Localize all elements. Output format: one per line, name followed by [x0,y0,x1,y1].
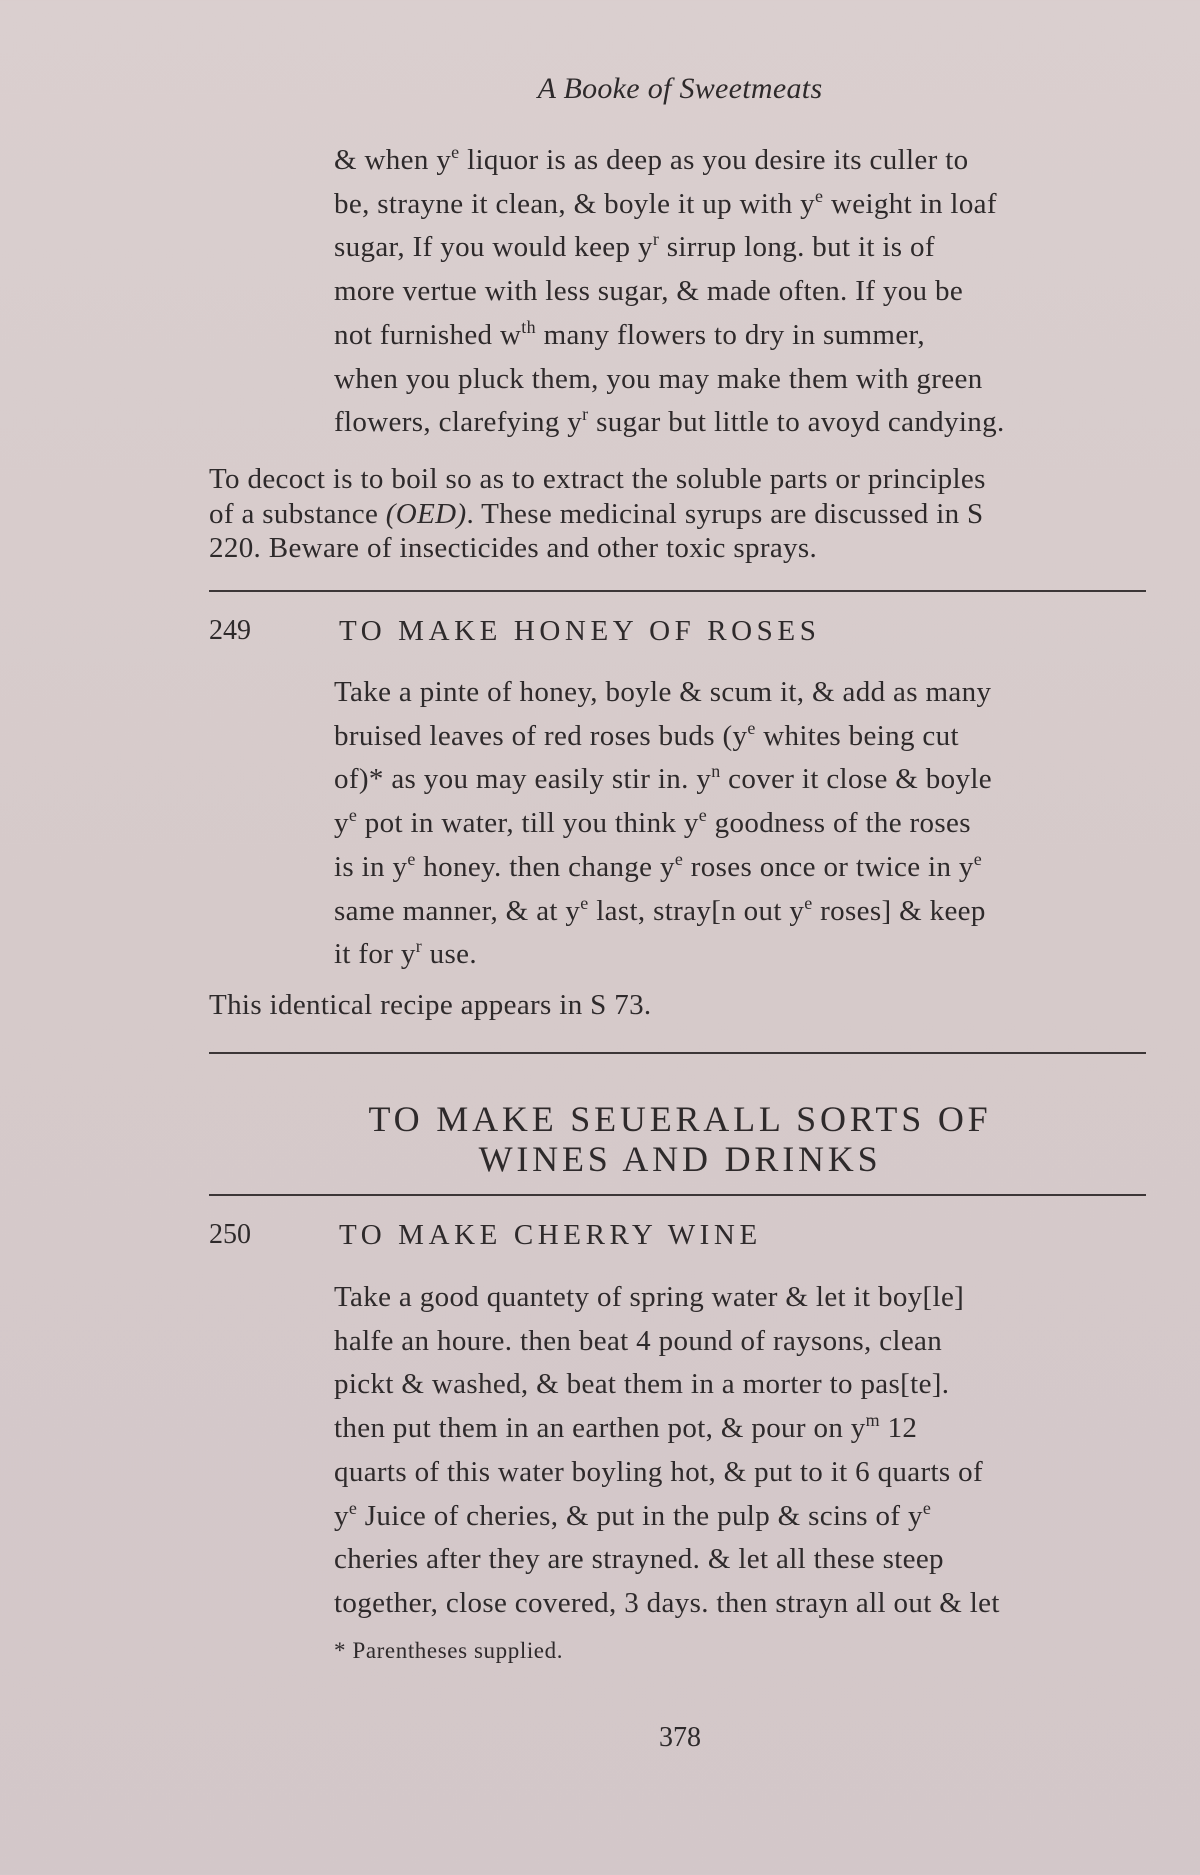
text-line: To decoct is to boil so as to extract the soluble parts or principles [209,463,986,495]
divider-rule [209,590,1146,592]
text-line: of)* as you may easily stir in. $y^n$ cover it close & boyle [334,761,992,796]
text-line: Take a good quantety of spring water & let it boy[le] [334,1281,965,1313]
text-line: WINES AND DRINKS [478,1139,882,1179]
section-title [330,1099,1030,1179]
text-line: it for $y^r$ use. [334,936,477,971]
recipe-number: 249 [209,615,251,646]
divider-rule [209,1052,1146,1054]
recipe-title: TO MAKE HONEY OF ROSES [339,615,821,647]
text-line: pickt & washed, & beat them in a morter to pas[te]. [334,1368,950,1401]
text-line: flowers, clarefying $y^r$ sugar but little to avoyd candying. [334,404,1005,439]
text-line: TO MAKE SEUERALL SORTS OF [368,1099,992,1139]
recipe-continuation [334,139,1154,445]
text-line: 220. Beware of insecticides and other toxic sprays. [209,532,818,564]
text-line: Take a pinte of honey, boyle & scum it, & add as many [334,676,992,708]
text-line: more vertue with less sugar, & made often. If you be [334,275,964,308]
text-line: then put them in an earthen pot, & pour on $y^m$ 12 [334,1410,918,1445]
text-line: sugar, If you would keep $y^r$ sirrup long. but it is of [334,229,935,264]
text-line: be, strayne it clean, & boyle it up with $y^e$ weight in loaf [334,185,997,220]
divider-rule [209,1194,1146,1196]
text-line: not furnished $w^{th}$ many flowers to dry in summer, [334,317,926,351]
text-line: quarts of this water boyling hot, & put to it 6 quarts of [334,1455,984,1488]
recipe-number: 250 [209,1219,251,1250]
page-number: 378 [659,1722,701,1753]
recipe-body [334,671,1154,977]
text-line: is in $y^e$ honey. then change $y^e$ roses once or twice in $y^e$ [334,849,983,883]
text-line: $y^e$ Juice of cheries, & put in the pulp & scins of $y^e$ [334,1497,932,1532]
text-line: same manner, & at $y^e$ last, stray[n out $y^e$ roses] & keep [334,892,986,927]
text-line: of a substance (OED). These medicinal syrups are discussed in S [209,497,984,530]
text-line: when you pluck them, you may make them with green [334,362,983,395]
text-line: bruised leaves of red roses buds ($y^e$ whites being cut [334,717,959,752]
text-line: halfe an houre. then beat 4 pound of raysons, clean [334,1324,943,1357]
editorial-note [209,462,1154,566]
text-line: cheries after they are strayned. & let all these steep [334,1543,944,1576]
footnote: * Parentheses supplied. [334,1638,564,1663]
editorial-note: This identical recipe appears in S 73. [209,989,652,1021]
text-line: & when $y^e$ liquor is as deep as you desire its culler to [334,142,969,176]
running-head: A Booke of Sweetmeats [537,72,823,105]
text-line: together, close covered, 3 days. then strayn all out & let [334,1586,1000,1619]
text-line: $y^e$ pot in water, till you think $y^e$ goodness of the roses [334,805,971,840]
recipe-title: TO MAKE CHERRY WINE [339,1219,762,1251]
recipe-body [334,1276,1154,1626]
